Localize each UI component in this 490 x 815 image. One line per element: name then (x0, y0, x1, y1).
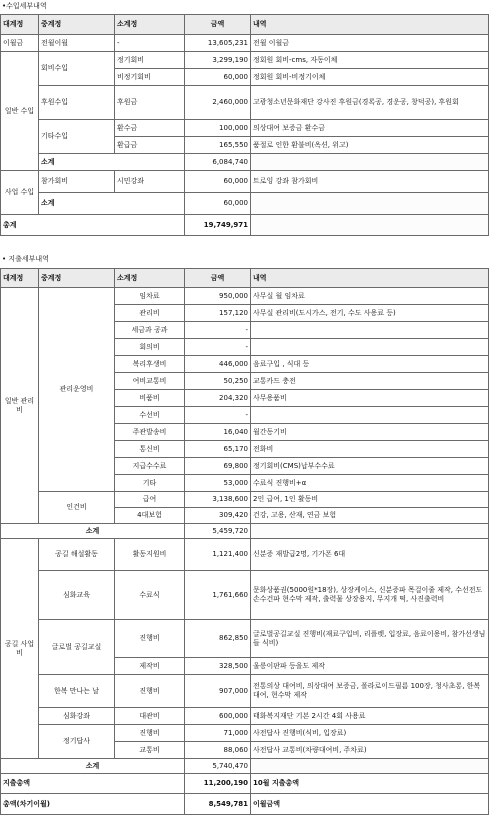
expense-total-amount: 11,200,190 (185, 774, 251, 794)
desc-cell: 건강, 고용, 산재, 연금 보험 (251, 508, 489, 524)
desc-cell: 수료식 진행비+α (251, 475, 489, 492)
amount-cell: 446,000 (185, 356, 251, 373)
minor-account: 비품비 (115, 390, 185, 407)
major-account: 공길 사업비 (1, 539, 39, 759)
desc-cell: 사무용품비 (251, 390, 489, 407)
minor-account: 회의비 (115, 339, 185, 356)
amount-cell: 862,850 (185, 620, 251, 658)
minor-account: 통신비 (115, 441, 185, 458)
amount-cell: 309,420 (185, 508, 251, 524)
expense-total-label: 지출총액 (1, 774, 185, 794)
table-row (1, 708, 489, 725)
minor-account: 제작비 (115, 658, 185, 675)
desc-cell: 고광청소년문화재단 강사진 후원금(경록공, 경운공, 창덕공), 후원회 (251, 86, 489, 120)
mid-account: 한복 만나는 날 (39, 675, 115, 708)
table-row (1, 725, 489, 742)
desc-cell: 문화상품권(5000원*18장), 상장케이스, 신분증파 목걸이줄 제작, 수선전도 손수건파 현수막 제작, 출력물 상장용지, 무지개 떡, 사진출력비 (251, 571, 489, 620)
amount-cell: 50,250 (185, 373, 251, 390)
major-account: 사업 수입 (1, 171, 39, 215)
total-label: 총계 (1, 215, 185, 236)
minor-account: 주관발송비 (115, 424, 185, 441)
table-row (1, 571, 489, 620)
minor-account: 대관비 (115, 708, 185, 725)
expense-section-title: • 지출세부내역 (2, 255, 49, 263)
minor-account: 수선비 (115, 407, 185, 424)
desc-cell: 신분증 재발급2명, 기가폰 6대 (251, 539, 489, 571)
empty-cell (251, 759, 489, 774)
minor-account: 비정기회비 (115, 69, 185, 86)
minor-account: 4대보험 (115, 508, 185, 524)
subtotal-row (1, 759, 489, 774)
header-desc: 내역 (251, 15, 489, 35)
desc-cell (251, 322, 489, 339)
empty-cell (251, 215, 489, 236)
desc-cell: 울릉이판파 등을도 제작 (251, 658, 489, 675)
total-row (1, 774, 489, 794)
minor-account: 지급수수료 (115, 458, 185, 475)
minor-account: 관리비 (115, 305, 185, 322)
minor-account: 환수금 (115, 120, 185, 137)
amount-cell: - (185, 322, 251, 339)
subtotal-row (1, 154, 489, 171)
desc-cell: 글로벌공길교실 진행비(재료구입비, 리플렛, 입장료, 음료이용비, 참가선생님들 식비) (251, 620, 489, 658)
table-row (1, 35, 489, 52)
header-amount: 금액 (185, 15, 251, 35)
amount-cell: 13,605,231 (185, 35, 251, 52)
desc-cell: 트로잉 강좌 참가회비 (251, 171, 489, 193)
desc-cell: 교통카드 충전 (251, 373, 489, 390)
desc-cell: 전통의상 대여비, 의상대여 보증금, 폴라로이드필름 100장, 청사초롱, 한복대여, 현수막 제작 (251, 675, 489, 708)
desc-cell: 음료구입 , 식대 등 (251, 356, 489, 373)
major-account: 일반 관리비 (1, 288, 39, 524)
minor-account: 진행비 (115, 725, 185, 742)
amount-cell: 65,170 (185, 441, 251, 458)
minor-account: 후원금 (115, 86, 185, 120)
empty-cell (251, 193, 489, 215)
header-mid: 중계정 (39, 15, 115, 35)
header-mid: 중계정 (39, 269, 115, 288)
table-row (1, 288, 489, 305)
minor-account: 시민강좌 (115, 171, 185, 193)
subtotal-amount: 6,084,740 (185, 154, 251, 171)
amount-cell: - (185, 339, 251, 356)
desc-cell (251, 339, 489, 356)
subtotal-amount: 5,459,720 (185, 524, 251, 539)
amount-cell: 60,000 (185, 69, 251, 86)
header-major: 대계정 (1, 15, 39, 35)
desc-cell (251, 407, 489, 424)
total-amount: 19,749,971 (185, 215, 251, 236)
amount-cell: 1,121,400 (185, 539, 251, 571)
header-desc: 내역 (251, 269, 489, 288)
amount-cell: 2,460,000 (185, 86, 251, 120)
desc-cell: 의상대여 보증금 환수금 (251, 120, 489, 137)
mid-account: 심화강좌 (39, 708, 115, 725)
table-row (1, 171, 489, 193)
subtotal-label: 소계 (1, 759, 185, 774)
balance-amount: 8,549,781 (185, 794, 251, 815)
expense-total-desc: 10월 지출총액 (251, 774, 489, 794)
mid-account: 기타수입 (39, 120, 115, 154)
amount-cell: 60,000 (185, 171, 251, 193)
desc-cell: 사전답사 교통비(차량대여비, 주차료) (251, 742, 489, 759)
amount-cell: 88,060 (185, 742, 251, 759)
subtotal-amount: 60,000 (185, 193, 251, 215)
mid-account: 관리운영비 (39, 288, 115, 492)
desc-cell: 월간동기비 (251, 424, 489, 441)
amount-cell: 69,800 (185, 458, 251, 475)
minor-account: 활동지원비 (115, 539, 185, 571)
amount-cell: 53,000 (185, 475, 251, 492)
amount-cell: 204,320 (185, 390, 251, 407)
amount-cell: 328,500 (185, 658, 251, 675)
amount-cell: 600,000 (185, 708, 251, 725)
minor-account: 임차료 (115, 288, 185, 305)
amount-cell: - (185, 407, 251, 424)
table-row (1, 539, 489, 571)
minor-account: 진행비 (115, 675, 185, 708)
mid-account: 회비수입 (39, 52, 115, 86)
mid-account: 후원수입 (39, 86, 115, 120)
desc-cell: 태화복지재단 기본 2시간 4회 사용료 (251, 708, 489, 725)
balance-row (1, 794, 489, 815)
table-row (1, 620, 489, 658)
desc-cell: 품절로 인한 환불비(옥션, 위고) (251, 137, 489, 154)
amount-cell: 1,761,660 (185, 571, 251, 620)
minor-account: 복리후생비 (115, 356, 185, 373)
subtotal-label: 소계 (39, 154, 185, 171)
empty-cell (251, 154, 489, 171)
minor-account: 여비교통비 (115, 373, 185, 390)
mid-account: 인건비 (39, 492, 115, 524)
subtotal-row (1, 524, 489, 539)
minor-account: 수료식 (115, 571, 185, 620)
mid-account: 참가회비 (39, 171, 115, 193)
subtotal-label: 소계 (1, 524, 185, 539)
table-row (1, 492, 489, 508)
amount-cell: 16,040 (185, 424, 251, 441)
desc-cell: 사전답사 진행비(식비, 입장료) (251, 725, 489, 742)
total-row (1, 215, 489, 236)
table-row (1, 52, 489, 69)
header-minor: 소계정 (115, 269, 185, 288)
major-account: 이월금 (1, 35, 39, 52)
desc-cell: 정회원 회비-비정기이체 (251, 69, 489, 86)
header-major: 대계정 (1, 269, 39, 288)
amount-cell: 71,000 (185, 725, 251, 742)
income-table (0, 14, 489, 236)
desc-cell: 정기회비(CMS)납부수수료 (251, 458, 489, 475)
mid-account: 정기답사 (39, 725, 115, 759)
minor-account: 환급금 (115, 137, 185, 154)
amount-cell: 950,000 (185, 288, 251, 305)
income-header-row (1, 15, 489, 35)
desc-cell: 전월 이월금 (251, 35, 489, 52)
table-row (1, 86, 489, 120)
amount-cell: 907,000 (185, 675, 251, 708)
desc-cell: 사무실 관리비(도시가스, 전기, 수도 사용료 등) (251, 305, 489, 322)
minor-account: - (115, 35, 185, 52)
minor-account: 기타 (115, 475, 185, 492)
minor-account: 세금과 공과 (115, 322, 185, 339)
header-amount: 금액 (185, 269, 251, 288)
desc-cell: 2인 급여, 1인 활동비 (251, 492, 489, 508)
mid-account: 전월이월 (39, 35, 115, 52)
header-minor: 소계정 (115, 15, 185, 35)
expense-table (0, 268, 489, 815)
balance-label: 총액(차기이월) (1, 794, 185, 815)
expense-header-row (1, 269, 489, 288)
subtotal-row (1, 193, 489, 215)
balance-desc: 이월금액 (251, 794, 489, 815)
empty-cell (251, 524, 489, 539)
desc-cell: 정회원 회비-cms, 자동이체 (251, 52, 489, 69)
table-row (1, 120, 489, 137)
minor-account: 교통비 (115, 742, 185, 759)
table-row (1, 675, 489, 708)
minor-account: 급여 (115, 492, 185, 508)
minor-account: 정기회비 (115, 52, 185, 69)
amount-cell: 3,299,190 (185, 52, 251, 69)
major-account: 일반 수입 (1, 52, 39, 171)
amount-cell: 165,550 (185, 137, 251, 154)
mid-account: 심화교육 (39, 571, 115, 620)
mid-account: 공길 해설활동 (39, 539, 115, 571)
income-section-title: •수입세부내역 (2, 2, 47, 10)
subtotal-label: 소계 (39, 193, 185, 215)
mid-account: 글로벌 공길교실 (39, 620, 115, 675)
amount-cell: 3,138,600 (185, 492, 251, 508)
amount-cell: 157,120 (185, 305, 251, 322)
desc-cell: 전화비 (251, 441, 489, 458)
subtotal-amount: 5,740,470 (185, 759, 251, 774)
minor-account: 진행비 (115, 620, 185, 658)
desc-cell: 사무실 월 임차료 (251, 288, 489, 305)
amount-cell: 100,000 (185, 120, 251, 137)
